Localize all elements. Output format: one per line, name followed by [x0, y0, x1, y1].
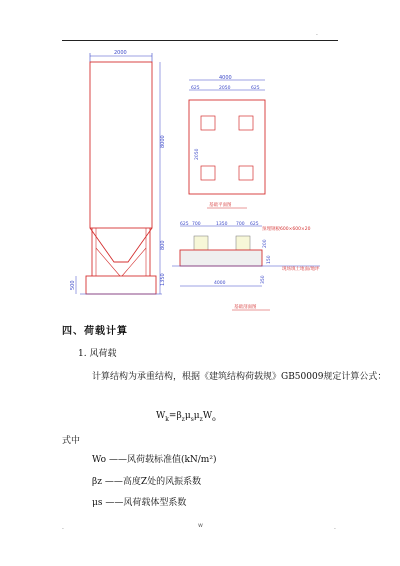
symbol-row-mus — [92, 495, 186, 508]
section-ground-label: 现场填土地面/地坪 — [282, 267, 320, 272]
symbol-row-wo — [92, 452, 216, 465]
section-dim-b: 700 — [192, 222, 201, 227]
footer-center: w — [198, 522, 203, 529]
section-caption: 基础剖面图 — [234, 305, 257, 310]
paragraph: 计算结构为承重结构，根据《建筑结构荷载规》GB50009规定计算公式： — [92, 372, 387, 382]
footer-right: . — [334, 524, 336, 531]
silo-leg-label: 1350 — [160, 273, 166, 286]
silo-cone-label: 800 — [160, 240, 166, 250]
plan-side-label: 625 — [191, 86, 200, 91]
section-depth-label: 350 — [261, 275, 266, 284]
foundation-plan-drawing — [175, 74, 275, 214]
symbol-row-beta — [92, 474, 201, 487]
section-dim-c: 1350 — [216, 222, 228, 227]
sub-heading: 1. 风荷载 — [78, 349, 117, 359]
symbol: μs — [92, 498, 103, 508]
silo-base-label: 500 — [70, 280, 76, 290]
where-label: 式中 — [62, 436, 81, 446]
silo-width-label: 2000 — [114, 50, 127, 56]
symbol-desc: ——风荷载标准值(kN/m²) — [108, 455, 217, 465]
section-heading: 四、荷载计算 — [62, 326, 128, 337]
plan-total-label: 4000 — [219, 75, 232, 81]
footer-left: . — [62, 524, 64, 531]
symbol-desc: ——高度Z处的风振系数 — [104, 477, 202, 487]
plan-caption: 基础平面图 — [209, 203, 232, 208]
header-mark: . — [316, 30, 318, 37]
foundation-section-drawing — [170, 218, 330, 318]
silo-elevation-drawing — [62, 48, 172, 302]
section-h1-label: 200 — [263, 239, 268, 248]
section-plate-label: 预埋钢板600×600×20 — [262, 227, 311, 232]
plan-side2-label: 625 — [251, 86, 260, 91]
section-h2-label: 150 — [267, 255, 272, 264]
symbol-desc: ——风荷载体型系数 — [105, 498, 187, 508]
section-dim-a: 625 — [180, 222, 189, 227]
symbol: βz — [92, 477, 102, 487]
plan-mid-label: 2050 — [219, 86, 231, 91]
symbol: Wo — [92, 455, 107, 465]
plan-vert-label: 2050 — [195, 148, 200, 160]
section-dim-d: 700 — [236, 222, 245, 227]
silo-height-label: 8000 — [160, 135, 166, 148]
header-rule — [62, 40, 338, 41]
section-total-label: 4000 — [214, 281, 226, 286]
formula: $W_k=\beta_z\mu_s\mu_zW_o$ — [156, 411, 216, 423]
section-dim-e: 625 — [250, 222, 259, 227]
